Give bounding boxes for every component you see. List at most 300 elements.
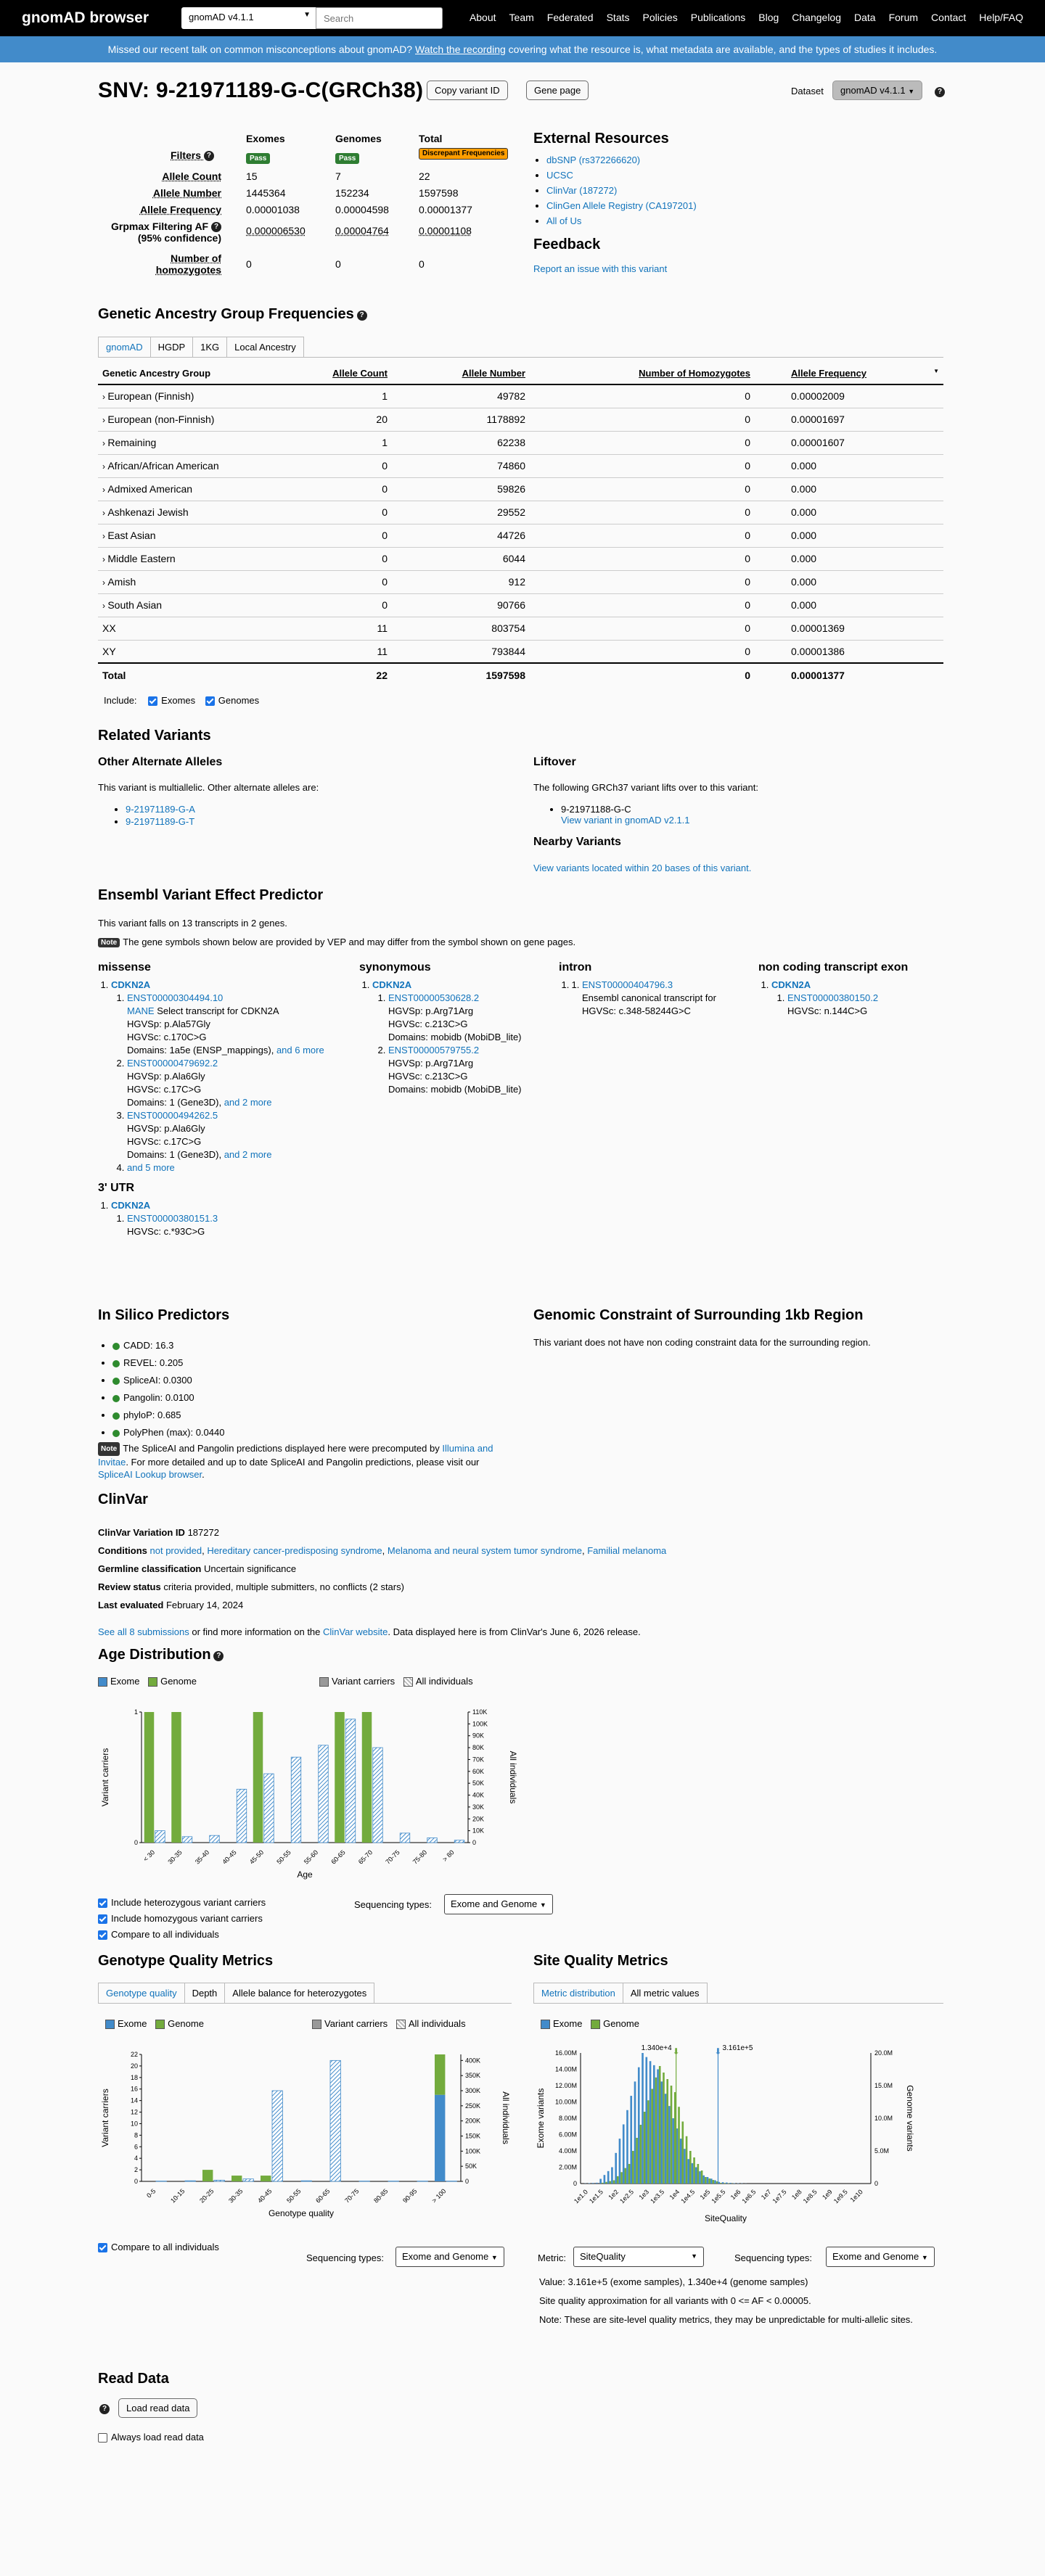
y2-tick-label: 10.0M: [874, 2115, 893, 2122]
cell-allele-number: [392, 524, 530, 547]
other-allele-link-a[interactable]: 9-21971189-G-A: [126, 804, 195, 815]
y-tick-label: 2: [134, 2166, 138, 2174]
insilico-list: [112, 1337, 224, 1441]
tab-genotype-quality[interactable]: Genotype quality: [98, 1983, 185, 2004]
missense-gene-link[interactable]: CDKN2A: [111, 979, 151, 990]
gq-seq-label: Sequencing types:: [306, 2252, 384, 2263]
compare-all-label: Compare to all individuals: [111, 1929, 219, 1940]
top-navigation-bar: [0, 0, 1045, 36]
include-exomes-checkbox[interactable]: [148, 696, 157, 706]
genome-bar: [697, 2164, 700, 2184]
tab-depth[interactable]: Depth: [184, 1983, 226, 2004]
total-cell: Total: [98, 663, 279, 686]
ancestry-table: [98, 363, 943, 686]
exome-bar: [726, 2183, 728, 2184]
chevron-down-icon: ▼: [491, 2254, 498, 2261]
review-value: criteria provided, multiple submitters, no conflicts (2 stars): [163, 1581, 404, 1592]
missense-2-more-link[interactable]: and 2 more: [224, 1097, 272, 1108]
condition-link-3[interactable]: Melanoma and neural system tumor syndrome: [387, 1545, 582, 1556]
tab-metric-distribution[interactable]: Metric distribution: [533, 1983, 623, 2004]
cell-homozygotes: [530, 431, 755, 454]
missense-2-hgvsc: HGVSc: c.17C>G: [127, 1084, 202, 1095]
y-tick-label: 16: [130, 2085, 138, 2093]
banner-link[interactable]: Watch the recording: [415, 44, 506, 55]
table-row[interactable]: [98, 384, 943, 408]
nav-help[interactable]: Help/FAQ: [979, 12, 1023, 23]
th-allele-frequency[interactable]: [755, 363, 943, 384]
th-allele-number[interactable]: Allele Number: [392, 363, 530, 384]
liftover-gnomad-link[interactable]: View variant in gnomAD v2.1.1: [561, 815, 690, 826]
cell-text: 0: [745, 413, 750, 425]
y2-tick-label: 100K: [472, 1720, 488, 1728]
total-cell: 0.00001377: [755, 663, 943, 686]
nearby-variants-link[interactable]: View variants located within 20 bases of this variant.: [533, 863, 752, 873]
review-label: Review status: [98, 1581, 161, 1592]
clinvar-id: 187272: [187, 1527, 219, 1538]
help-icon[interactable]: ?: [204, 151, 214, 161]
report-issue-link[interactable]: Report an issue with this variant: [533, 263, 668, 274]
x-tick-label: 1e8.5: [801, 2188, 819, 2205]
gene-page-button[interactable]: Gene page: [526, 81, 589, 100]
cell-homozygotes: [530, 408, 755, 431]
table-row[interactable]: [98, 431, 943, 454]
all-individuals-bar: [182, 1837, 192, 1843]
sq-note-text: Note: These are site-level quality metrics, they may be unpredictable for multi-allelic sites.: [539, 2314, 913, 2325]
x-tick-label: 1e4.5: [679, 2188, 697, 2205]
genome-bar: [144, 1712, 155, 1843]
include-het-checkbox[interactable]: [98, 1898, 107, 1908]
cell-group: [98, 477, 279, 501]
all-individuals-bar: [272, 2091, 282, 2181]
liftover-text: The following GRCh37 variant lifts over to this variant:: [533, 782, 758, 793]
cell-allele-count: [279, 408, 392, 431]
cell-text: 0.000: [791, 460, 817, 472]
legend-carriers: Variant carriers: [332, 1676, 396, 1687]
liftover-title: Liftover: [533, 756, 576, 768]
table-row[interactable]: [98, 593, 943, 617]
synonymous-gene-link[interactable]: CDKN2A: [372, 979, 412, 990]
cell-allele-number: [392, 384, 530, 408]
mane-link[interactable]: MANE: [127, 1005, 155, 1016]
x-tick-label: 1e4: [668, 2188, 681, 2202]
th-group[interactable]: Genetic Ancestry Group: [98, 363, 279, 384]
y2-tick-label: 200K: [465, 2117, 481, 2125]
table-row[interactable]: [98, 454, 943, 477]
y2-tick-label: 250K: [465, 2102, 481, 2110]
exome-bar: [634, 2081, 636, 2184]
link-clinvar[interactable]: ClinVar (187272): [546, 185, 618, 196]
condition-link-1[interactable]: not provided: [149, 1545, 202, 1556]
missense-transcript-3[interactable]: ENST00000494262.5: [127, 1110, 218, 1121]
all-individuals-bar: [291, 1757, 301, 1843]
allele-number-genomes: 152234: [335, 187, 369, 199]
nav-changelog[interactable]: Changelog: [792, 12, 842, 23]
insilico-phylop: phyloP: 0.685: [123, 1410, 181, 1420]
chevron-down-icon: ▼: [921, 2254, 928, 2261]
x-tick-label: 1e7: [759, 2188, 773, 2202]
all-individuals-bar: [319, 1745, 329, 1843]
tab-1kg[interactable]: 1KG: [192, 337, 227, 358]
all-individuals-bar: [264, 1774, 274, 1843]
expand-chevron-icon[interactable]: ›: [102, 438, 108, 448]
nearby-title: Nearby Variants: [533, 836, 621, 848]
ancestry-section-title: [98, 306, 367, 323]
genome-bar: [335, 1712, 345, 1843]
y2-tick-label: 20.0M: [874, 2049, 893, 2057]
cell-text: 0: [382, 553, 388, 564]
utr-transcript-1[interactable]: ENST00000380151.3: [127, 1213, 218, 1224]
nav-blog[interactable]: Blog: [758, 12, 779, 23]
missense-transcript-2[interactable]: ENST00000479692.2: [127, 1058, 218, 1069]
cell-homozygotes: [530, 640, 755, 663]
arrow-down-icon: ⬇: [714, 2046, 722, 2057]
exome-bar: [710, 2178, 713, 2184]
genome-bar: [628, 2164, 631, 2184]
exome-bar: [630, 2096, 632, 2184]
table-row[interactable]: [98, 501, 943, 524]
y2-tick-label: 30K: [472, 1803, 485, 1811]
table-row[interactable]: [98, 570, 943, 593]
dataset-select[interactable]: [181, 7, 319, 29]
genome-bar: [362, 1712, 372, 1843]
cell-text: 0.00001607: [791, 437, 845, 448]
missense-transcript-1[interactable]: ENST00000304494.10: [127, 992, 224, 1003]
cell-text: 11: [377, 645, 388, 657]
gq-legend-genome: Genome: [168, 2018, 204, 2029]
copy-variant-id-button[interactable]: Copy variant ID: [427, 81, 508, 100]
cell-text: 29552: [497, 506, 525, 518]
expand-chevron-icon[interactable]: ›: [102, 461, 108, 472]
filter-exomes-pass-badge: Pass: [246, 153, 270, 164]
allele-count-total: 22: [419, 170, 430, 182]
search-input[interactable]: [316, 7, 443, 29]
metric-select[interactable]: [573, 2247, 704, 2267]
cell-text: 793844: [491, 645, 525, 657]
include-het-label: Include heterozygous variant carriers: [111, 1897, 266, 1908]
help-icon[interactable]: ?: [99, 2404, 110, 2414]
age-seq-select[interactable]: [444, 1894, 553, 1914]
filter-genomes-pass-badge: Pass: [335, 153, 359, 164]
nav-forum[interactable]: Forum: [888, 12, 919, 23]
cell-allele-number: [392, 454, 530, 477]
include-genomes-checkbox[interactable]: [205, 696, 215, 706]
ancestry-rows: [98, 384, 943, 686]
status-dot-icon: [112, 1412, 120, 1420]
y-tick-label: 16.00M: [554, 2049, 577, 2057]
cell-allele-frequency: [755, 617, 943, 640]
vep-note: [98, 937, 575, 947]
condition-link-4[interactable]: Familial melanoma: [587, 1545, 667, 1556]
table-row[interactable]: [98, 524, 943, 547]
link-all-of-us[interactable]: All of Us: [546, 215, 582, 226]
y2-tick-label: 100K: [465, 2147, 481, 2155]
synonymous-transcript-2[interactable]: ENST00000579755.2: [388, 1045, 480, 1055]
nav-contact[interactable]: Contact: [931, 12, 967, 23]
y-tick-label: 12: [130, 2108, 138, 2116]
genome-bar: [261, 2176, 271, 2181]
cell-allele-number: [392, 570, 530, 593]
x-tick-label: 30-35: [166, 1848, 184, 1866]
y-tick-label: 4: [134, 2155, 138, 2163]
cell-allele-number: [392, 501, 530, 524]
all-submissions-link[interactable]: See all 8 submissions: [98, 1626, 189, 1637]
cell-text: Remaining: [107, 437, 157, 448]
y-tick-label: 6.00M: [558, 2131, 577, 2139]
y-tick-label: 0: [573, 2180, 577, 2187]
exome-bar: [707, 2177, 709, 2184]
ancestry-title: Genetic Ancestry Group Frequencies: [98, 306, 354, 322]
y2-tick-label: 300K: [465, 2087, 481, 2094]
x-tick-label: 55-60: [302, 1848, 320, 1866]
genome-bar: [708, 2178, 710, 2184]
cell-text: Amish: [107, 576, 136, 588]
expand-chevron-icon[interactable]: ›: [102, 531, 108, 541]
include-genomes-label: Genomes: [218, 695, 260, 706]
chevron-down-icon: ▼: [908, 88, 915, 95]
tab-all-metric-values[interactable]: All metric values: [623, 1983, 708, 2004]
exome-bar: [702, 2176, 705, 2184]
y2-axis-label: All individuals: [501, 2091, 511, 2144]
missense-2-domains: Domains: 1 (Gene3D),: [127, 1097, 222, 1108]
table-row[interactable]: [98, 408, 943, 431]
cell-text: 0: [745, 599, 750, 611]
x-tick-label: 50-55: [275, 1848, 292, 1866]
y2-tick-label: 150K: [465, 2132, 481, 2140]
homozygotes-genomes: 0: [335, 258, 341, 270]
total-cell: 1597598: [392, 663, 530, 686]
cell-allele-frequency: [755, 477, 943, 501]
cell-text: 11: [377, 622, 388, 634]
link-dbsnp[interactable]: dbSNP (rs372266620): [546, 155, 641, 165]
insilico-cadd: CADD: 16.3: [123, 1340, 174, 1351]
y-tick-label: 0: [134, 2178, 138, 2185]
compare-all-checkbox[interactable]: [98, 1930, 107, 1940]
allele-frequency-exomes: 0.00001038: [246, 204, 300, 215]
y2-tick-label: 20K: [472, 1815, 485, 1823]
other-allele-link-t[interactable]: 9-21971189-G-T: [126, 816, 195, 827]
sq-seq-select[interactable]: [826, 2247, 935, 2267]
gq-legend-all: All individuals: [408, 2018, 466, 2029]
tab-allele-balance[interactable]: Allele balance for heterozygotes: [224, 1983, 374, 2004]
cell-allele-frequency: [755, 501, 943, 524]
clinvar-details: ClinVar Variation ID 187272 Conditions not provided, Hereditary cancer-predisposing syndrome, Melanoma and neural system tumor syndrome, Familial melanoma Germline classification Uncertain significance Review status criteria provided, multiple submitters, no conflicts (2 stars) Last evaluated February 14, 2024 See all 8 submissions or find more information on the ClinVar website. Data displayed here is from ClinVar's June 6, 2026 release.: [98, 1527, 667, 1637]
utr-gene-link[interactable]: CDKN2A: [111, 1200, 151, 1211]
exome-bar: [692, 2163, 694, 2184]
allele-number-exomes: 1445364: [246, 187, 286, 199]
read-data-title: Read Data: [98, 2371, 169, 2387]
expand-chevron-icon[interactable]: ›: [102, 601, 108, 611]
other-alleles-title: Other Alternate Alleles: [98, 756, 223, 768]
insilico-polyphen: PolyPhen (max): 0.0440: [123, 1427, 225, 1438]
homozygotes-exomes: 0: [246, 258, 252, 270]
include-hom-checkbox[interactable]: [98, 1914, 107, 1924]
nav-policies[interactable]: Policies: [642, 12, 678, 23]
exome-bar: [668, 2106, 671, 2184]
expand-chevron-icon[interactable]: ›: [102, 392, 108, 403]
synonymous-2-hgvsp: HGVSp: p.Arg71Arg: [388, 1058, 474, 1069]
brand-logo[interactable]: gnomAD browser: [22, 9, 149, 26]
x-tick-label: 1e9: [821, 2188, 834, 2202]
nav-stats[interactable]: Stats: [606, 12, 630, 23]
all-individuals-bar: [237, 1789, 247, 1843]
y2-axis-label: All individuals: [508, 1750, 518, 1804]
genome-bar: [686, 2136, 688, 2184]
x-tick-label: 1e9.5: [832, 2188, 849, 2205]
cell-homozygotes: [530, 617, 755, 640]
exome-bar: [657, 2070, 659, 2184]
sq-approx-text: Site quality approximation for all variants with 0 <= AF < 0.00005.: [539, 2295, 811, 2306]
other-alleles-list: [112, 804, 195, 831]
liftover-list: [548, 804, 690, 826]
exome-bar: [607, 2171, 610, 2184]
x-tick-label: 50-55: [285, 2187, 303, 2205]
insilico-note: [98, 1442, 515, 1481]
missense-more-transcripts-link[interactable]: and 5 more: [127, 1162, 175, 1173]
exome-bar: [661, 2081, 663, 2184]
gq-seq-select[interactable]: [396, 2247, 504, 2267]
cell-allele-count: [279, 454, 392, 477]
help-icon[interactable]: ?: [935, 87, 945, 97]
synonymous-2-domains: Domains: mobidb (MobiDB_lite): [388, 1084, 522, 1095]
genome-bar: [678, 2107, 680, 2184]
cell-allele-count: [279, 501, 392, 524]
expand-chevron-icon[interactable]: ›: [102, 485, 108, 495]
x-tick-label: 1e1.5: [587, 2188, 605, 2205]
legend-exome-swatch: [105, 2020, 115, 2029]
nav-team[interactable]: Team: [509, 12, 534, 23]
expand-chevron-icon[interactable]: ›: [102, 577, 108, 588]
table-row[interactable]: [98, 477, 943, 501]
cell-text: 0: [745, 553, 750, 564]
related-variants-title: Related Variants: [98, 728, 211, 744]
tab-local-ancestry[interactable]: Local Ancestry: [226, 337, 304, 358]
allele-count-genomes: 7: [335, 170, 341, 182]
nav-publications[interactable]: Publications: [690, 12, 746, 23]
y2-tick-label: 40K: [472, 1791, 485, 1799]
exome-bar: [665, 2094, 667, 2184]
insilico-pangolin: Pangolin: 0.0100: [123, 1392, 194, 1403]
tab-hgdp[interactable]: HGDP: [150, 337, 194, 358]
include-controls: [104, 695, 259, 706]
table-row[interactable]: [98, 547, 943, 570]
metric-value: SiteQuality: [580, 2251, 626, 2262]
load-read-data-button[interactable]: Load read data: [118, 2398, 197, 2418]
constraint-title: Genomic Constraint of Surrounding 1kb Region: [533, 1307, 864, 1323]
missense-2-hgvsp: HGVSp: p.Ala6Gly: [127, 1071, 205, 1082]
cell-text: 90766: [497, 599, 525, 611]
missense-1-more-link[interactable]: and 6 more: [276, 1045, 324, 1055]
synonymous-title: synonymous: [359, 961, 431, 974]
tab-gnomad[interactable]: gnomAD: [98, 337, 151, 358]
y-tick-label: 10: [130, 2120, 138, 2128]
grpmax-genomes: 0.00004764: [335, 225, 389, 236]
cell-text: 0: [745, 530, 750, 541]
nav-about[interactable]: About: [469, 12, 496, 23]
filters-label-text: Filters: [171, 149, 202, 161]
banner-text-end: covering what the resource is, what metadata are available, and the types of studies it includes.: [508, 44, 938, 55]
age-legend: [98, 1676, 512, 1687]
x-tick-label: 1e2: [607, 2188, 620, 2202]
cell-text: 0.000: [791, 530, 817, 541]
legend-all-swatch: [403, 1677, 413, 1687]
help-icon[interactable]: ?: [211, 222, 221, 232]
intron-transcript-1[interactable]: ENST00000404796.3: [582, 979, 673, 990]
insilico-spliceai: SpliceAI: 0.0300: [123, 1375, 192, 1386]
cell-allele-number: [392, 593, 530, 617]
exome-bar: [611, 2168, 613, 2184]
link-ucsc[interactable]: UCSC: [546, 170, 573, 181]
expand-chevron-icon[interactable]: ›: [102, 508, 108, 518]
sq-legend: [541, 2018, 639, 2029]
cell-text: 0: [382, 576, 388, 588]
legend-exome-swatch: [98, 1677, 107, 1687]
arrow-down-icon: ⬇: [672, 2046, 680, 2057]
cell-allele-count: [279, 547, 392, 570]
noncoding-transcript-1[interactable]: ENST00000380150.2: [787, 992, 879, 1003]
all-individuals-bar: [345, 1719, 356, 1843]
clinvar-website-link[interactable]: ClinVar website: [323, 1626, 388, 1637]
cell-allele-frequency: [755, 454, 943, 477]
expand-chevron-icon[interactable]: ›: [102, 554, 108, 564]
gq-legend: [105, 2018, 512, 2029]
synonymous-2-hgvsc: HGVSc: c.213C>G: [388, 1071, 468, 1082]
legend-exome: Exome: [110, 1676, 140, 1687]
cell-allele-frequency: [755, 408, 943, 431]
always-load-checkbox[interactable]: [98, 2433, 107, 2443]
gq-compare-checkbox[interactable]: [98, 2243, 107, 2252]
evaluated-label: Last evaluated: [98, 1600, 164, 1610]
help-icon[interactable]: ?: [357, 310, 367, 321]
spliceai-lookup-link[interactable]: SpliceAI Lookup browser: [98, 1469, 202, 1481]
condition-link-2[interactable]: Hereditary cancer-predisposing syndrome: [207, 1545, 382, 1556]
cell-allele-count: [279, 593, 392, 617]
cell-allele-count: [279, 640, 392, 663]
site-quality-chart: [533, 2035, 947, 2231]
genome-bar: [640, 2125, 642, 2184]
synonymous-1-hgvsp: HGVSp: p.Arg71Arg: [388, 1005, 474, 1016]
expand-chevron-icon[interactable]: ›: [102, 415, 108, 425]
noncoding-hgvsc: HGVSc: n.144C>G: [787, 1005, 868, 1016]
missense-3-more-link[interactable]: and 2 more: [224, 1149, 272, 1160]
x-axis-label: Genotype quality: [268, 2208, 335, 2218]
ancestry-tabs: [98, 337, 303, 358]
illumina-link[interactable]: Illumina and Invitae: [98, 1443, 493, 1468]
nav-federated[interactable]: Federated: [546, 12, 594, 23]
cell-text: Ashkenazi Jewish: [107, 506, 189, 518]
synonymous-transcript-1[interactable]: ENST00000530628.2: [388, 992, 480, 1003]
cell-group: [98, 547, 279, 570]
noncoding-gene-link[interactable]: CDKN2A: [771, 979, 811, 990]
cell-allele-count: [279, 524, 392, 547]
exome-bar: [604, 2175, 606, 2184]
noncoding-title: non coding transcript exon: [758, 961, 909, 974]
x-tick-label: 1e5: [698, 2188, 712, 2202]
age-seq-value: Exome and Genome: [451, 1898, 538, 1909]
gq-seq-value: Exome and Genome: [402, 2251, 489, 2262]
th-homozygotes[interactable]: Number of Homozygotes: [530, 363, 755, 384]
th-allele-count[interactable]: Allele Count: [279, 363, 392, 384]
tab-divider: [98, 357, 943, 358]
link-clingen[interactable]: ClinGen Allele Registry (CA197201): [546, 200, 697, 211]
legend-all: All individuals: [415, 1676, 473, 1687]
help-icon[interactable]: ?: [213, 1651, 224, 1661]
nav-data[interactable]: Data: [854, 12, 876, 23]
x-tick-label: 40-45: [221, 1848, 238, 1866]
cell-allele-number: [392, 617, 530, 640]
cell-group: [98, 384, 279, 408]
y2-axis-label: Genome variants: [905, 2085, 915, 2152]
dataset-selector-button[interactable]: [832, 81, 922, 100]
